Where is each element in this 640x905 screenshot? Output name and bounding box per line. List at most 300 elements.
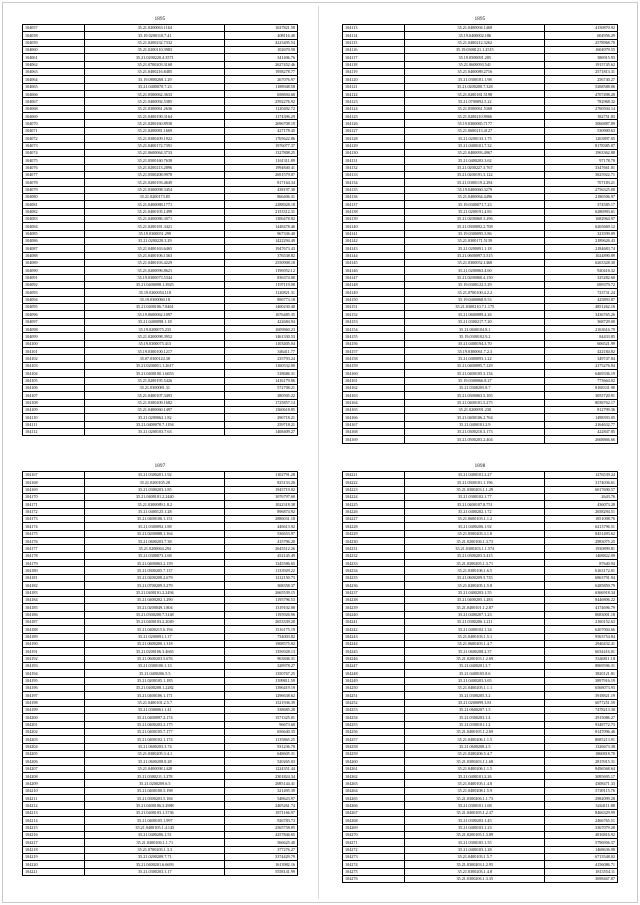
- row-id-cell: 104122: [343, 91, 405, 98]
- reference-code-cell: 35.21.0200091.230: [405, 406, 545, 413]
- ledger-panel-bottom-left: [22, 463, 298, 876]
- reference-code-cell: 35.21.0700092.5.22: [405, 98, 545, 105]
- table-row: [23, 428, 298, 435]
- row-id-cell: 104186: [23, 611, 85, 618]
- row-id-cell: 104160: [343, 370, 405, 377]
- reference-code-cell: 35.21.0300101.1.68: [405, 802, 545, 809]
- row-id-cell: 104245: [343, 648, 405, 655]
- row-id-cell: 104100: [23, 340, 85, 347]
- row-id-cell: 104092: [23, 282, 85, 289]
- table-row: [23, 208, 298, 215]
- row-id-cell: 104233: [343, 560, 405, 567]
- amount-cell: 415796.20: [225, 538, 298, 545]
- reference-code-cell: 35.21.0400202.1.290: [85, 596, 225, 603]
- reference-code-cell: 35.21.0300101.1.196: [405, 479, 545, 486]
- table-row: [343, 640, 618, 647]
- table-row: [343, 611, 618, 618]
- amount-cell: 1963362.88: [545, 149, 618, 156]
- amount-cell: 1609860.23: [225, 326, 298, 333]
- amount-cell: 4150870.92: [545, 25, 618, 32]
- reference-code-cell: 35.21.0200191.4.83: [405, 208, 545, 215]
- reference-code-cell: 35.21.0200173.85: [85, 193, 225, 200]
- table-row: [23, 289, 298, 296]
- amount-cell: 1396419.19: [225, 684, 298, 691]
- reference-code-cell: 35.21.0700203.3168: [85, 61, 225, 68]
- row-id-cell: 104167: [343, 421, 405, 428]
- row-id-cell: 104167: [23, 472, 85, 479]
- table-row: [23, 538, 298, 545]
- table-row: [23, 32, 298, 39]
- reference-code-cell: 35.21.0200206.5.4.7: [405, 751, 545, 758]
- table-row: [23, 486, 298, 493]
- row-id-cell: 104070: [23, 120, 85, 127]
- table-row: [23, 61, 298, 68]
- table-row: [23, 567, 298, 574]
- table-row: [343, 69, 618, 76]
- table-row: [23, 223, 298, 230]
- reference-code-cell: 35.21.0400205.1.1.1: [405, 684, 545, 691]
- amount-cell: 1195796.53: [225, 596, 298, 603]
- reference-code-cell: 35.19.0300100.1217: [85, 348, 225, 355]
- reference-code-cell: 35.21.0300063.5.105: [405, 392, 545, 399]
- table-row: [343, 179, 618, 186]
- amount-cell: 1350767.25: [225, 670, 298, 677]
- row-id-cell: 104107: [23, 392, 85, 399]
- row-id-cell: 104069: [23, 113, 85, 120]
- reference-code-cell: 35.21.0600104.8.1: [405, 326, 545, 333]
- amount-cell: 96673.60: [225, 721, 298, 728]
- table-row: [23, 589, 298, 596]
- amount-cell: 1521936.39: [225, 699, 298, 706]
- row-id-cell: 104187: [23, 618, 85, 625]
- row-id-cell: 104114: [343, 32, 405, 39]
- row-id-cell: 104226: [343, 508, 405, 515]
- row-id-cell: 104243: [343, 633, 405, 640]
- row-id-cell: 104228: [343, 523, 405, 530]
- reference-code-cell: 35.21.0300203.1.4.8: [405, 868, 545, 875]
- reference-code-cell: 35.21.0300092.1.88: [85, 523, 225, 530]
- row-id-cell: 104218: [23, 846, 85, 853]
- reference-code-cell: 35.21.0200191.3.122: [405, 171, 545, 178]
- row-id-cell: 104058: [23, 32, 85, 39]
- reference-code-cell: 35.19.0400068.9.53: [405, 296, 545, 303]
- row-id-cell: 104117: [343, 54, 405, 61]
- table-row: [23, 670, 298, 677]
- amount-cell: 422184.82: [545, 348, 618, 355]
- row-id-cell: 104140: [343, 223, 405, 230]
- row-id-cell: 104214: [23, 817, 85, 824]
- row-id-cell: 104255: [343, 721, 405, 728]
- reference-code-cell: 35.21.0400106.7.8461: [85, 304, 225, 311]
- amount-cell: 436073.28: [545, 501, 618, 508]
- row-id-cell: 104156: [343, 340, 405, 347]
- reference-code-cell: 35.21.0600209.5.735: [405, 574, 545, 581]
- amount-cell: 2301824.34: [225, 773, 298, 780]
- reference-code-cell: 35.21.0600208.2.37: [405, 648, 545, 655]
- amount-cell: 4308471.33: [545, 780, 618, 787]
- amount-cell: 267076.97: [225, 76, 298, 83]
- row-id-cell: 104213: [23, 809, 85, 816]
- amount-cell: 1356928.13: [225, 648, 298, 655]
- amount-cell: 9563754.84: [545, 633, 618, 640]
- amount-cell: 8869596.31: [545, 662, 618, 669]
- table-row: [23, 736, 298, 743]
- table-row: [343, 508, 618, 515]
- row-id-cell: 104272: [343, 846, 405, 853]
- table-row: [343, 545, 618, 552]
- reference-code-cell: 35.21.0200106.3.4665: [85, 648, 225, 655]
- row-id-cell: 104162: [343, 384, 405, 391]
- table-row: [23, 370, 298, 377]
- amount-cell: 3264111.88: [545, 802, 618, 809]
- reference-code-cell: 35.21.0200210.8966: [405, 113, 545, 120]
- amount-cell: 1319102.08: [225, 604, 298, 611]
- reference-code-cell: 35.21.0200103.7.63: [85, 428, 225, 435]
- row-id-cell: 104157: [343, 348, 405, 355]
- reference-code-cell: 35.21.0500160.7638: [85, 157, 225, 164]
- amount-cell: 1468822.09: [545, 552, 618, 559]
- table-row: [23, 311, 298, 318]
- row-id-cell: 104247: [343, 662, 405, 669]
- table-row: [23, 479, 298, 486]
- row-id-cell: 104151: [343, 304, 405, 311]
- row-id-cell: 104125: [343, 113, 405, 120]
- table-row: [343, 326, 618, 333]
- table-row: [343, 831, 618, 838]
- amount-cell: 707183.21: [545, 179, 618, 186]
- table-row: [343, 523, 618, 530]
- amount-cell: 782968.32: [545, 98, 618, 105]
- table-row: [23, 282, 298, 289]
- row-id-cell: 104163: [343, 392, 405, 399]
- amount-cell: 6034416.01: [545, 648, 618, 655]
- table-row: [343, 707, 618, 714]
- amount-cell: 4174696.79: [545, 604, 618, 611]
- reference-code-cell: 35.21.0200193.4649: [85, 179, 225, 186]
- amount-cell: 6207004.66: [545, 626, 618, 633]
- row-id-cell: 104264: [343, 787, 405, 794]
- row-id-cell: 104244: [343, 640, 405, 647]
- table-row: [23, 831, 298, 838]
- reference-code-cell: 35.21.0400105.1.2.69: [405, 729, 545, 736]
- amount-cell: 3820121.81: [545, 670, 618, 677]
- table-row: [343, 516, 618, 523]
- reference-code-cell: 35.21.0300209.1922: [85, 135, 225, 142]
- reference-code-cell: 35.21.0200133.1.75: [405, 135, 545, 142]
- reference-code-cell: 35.21.0300209.1682: [85, 399, 225, 406]
- amount-cell: 1765622.86: [225, 135, 298, 142]
- row-id-cell: 104144: [343, 252, 405, 259]
- reference-code-cell: 35.21.0400105.1.4.145: [85, 824, 225, 831]
- row-id-cell: 104195: [23, 677, 85, 684]
- table-row: [23, 721, 298, 728]
- amount-cell: 422684.94: [225, 318, 298, 325]
- reference-code-cell: 35.21.0400106.1.151: [85, 516, 225, 523]
- row-id-cell: 104087: [23, 245, 85, 252]
- amount-cell: 1994840.41: [225, 164, 298, 171]
- reference-code-cell: 35.21.0400106.1363: [85, 252, 225, 259]
- row-id-cell: 104237: [343, 589, 405, 596]
- panel-year-title: 1895: [474, 17, 486, 22]
- amount-cell: 1604979.55: [545, 47, 618, 54]
- reference-code-cell: 35.21.0300203.1.85: [85, 486, 225, 493]
- row-id-cell: 104211: [23, 795, 85, 802]
- reference-code-cell: 35.19.0300102.9.2: [405, 333, 545, 340]
- reference-code-cell: 35.21.0300203.3.415: [405, 552, 545, 559]
- reference-code-cell: 35.21.0400093.4967: [405, 149, 545, 156]
- amount-cell: 1306478.82: [225, 215, 298, 222]
- amount-cell: 825133.26: [225, 479, 298, 486]
- table-row: [23, 237, 298, 244]
- reference-code-cell: 35.19.0600062.1097: [85, 311, 225, 318]
- table-row: [343, 274, 618, 281]
- table-row: [23, 362, 298, 369]
- amount-cell: 3698467.87: [545, 875, 618, 882]
- table-row: [23, 91, 298, 98]
- ledger-table: [342, 24, 618, 444]
- reference-code-cell: 35.21.0400102.1.34: [405, 626, 545, 633]
- table-row: [23, 662, 298, 669]
- amount-cell: 1188948.58: [225, 83, 298, 90]
- amount-cell: 4257846.65: [225, 831, 298, 838]
- row-id-cell: 104127: [343, 127, 405, 134]
- table-row: [23, 296, 298, 303]
- table-row: [23, 318, 298, 325]
- row-id-cell: 104085: [23, 230, 85, 237]
- reference-code-cell: 35.21.0400212.3262: [405, 39, 545, 46]
- table-row: [343, 552, 618, 559]
- reference-code-cell: 35.21.0400086.3071: [85, 215, 225, 222]
- reference-code-cell: 35.21.0600203.5.676: [85, 655, 225, 662]
- amount-cell: 1196952.12: [225, 267, 298, 274]
- row-id-cell: 104103: [23, 362, 85, 369]
- amount-cell: 3825922.71: [545, 171, 618, 178]
- table-row: [23, 574, 298, 581]
- reference-code-cell: 35.21.0400216.8485: [85, 69, 225, 76]
- row-id-cell: 104168: [343, 428, 405, 435]
- reference-code-cell: 35.21.0200088.1.164: [85, 530, 225, 537]
- table-row: [343, 245, 618, 252]
- table-row: [343, 589, 618, 596]
- reference-code-cell: 35.19.0800268.1.29: [85, 76, 225, 83]
- row-id-cell: 104065: [23, 83, 85, 90]
- table-row: [23, 98, 298, 105]
- amount-cell: 699379.72: [545, 282, 618, 289]
- table-row: [343, 370, 618, 377]
- reference-code-cell: 35.21.0600103.1.1.2: [405, 516, 545, 523]
- reference-code-cell: 35.21.0400206.1.92: [405, 523, 545, 530]
- reference-code-cell: 35.21.0200227.3.767: [405, 164, 545, 171]
- table-row: [343, 436, 618, 443]
- row-id-cell: 104238: [343, 596, 405, 603]
- amount-cell: 2815915.31: [545, 758, 618, 765]
- amount-cell: 4707498.28: [545, 91, 618, 98]
- reference-code-cell: 35.21.0400105.8.6: [405, 670, 545, 677]
- row-id-cell: 104126: [343, 120, 405, 127]
- row-id-cell: 104061: [23, 54, 85, 61]
- table-row: [343, 120, 618, 127]
- amount-cell: 1468636.98: [545, 846, 618, 853]
- table-row: [343, 479, 618, 486]
- amount-cell: 2164632.77: [545, 421, 618, 428]
- table-row: [23, 868, 298, 875]
- amount-cell: 566625.40: [225, 839, 298, 846]
- table-row: [23, 714, 298, 721]
- amount-cell: 1516175.19: [225, 626, 298, 633]
- table-row: [343, 32, 618, 39]
- reference-code-cell: 35.21.0300210.3.173: [405, 428, 545, 435]
- reference-code-cell: 35.21.0600089.4.26: [405, 311, 545, 318]
- table-row: [23, 596, 298, 603]
- amount-cell: 8685213.91: [545, 736, 618, 743]
- row-id-cell: 104129: [343, 142, 405, 149]
- row-id-cell: 104173: [23, 516, 85, 523]
- reference-code-cell: 35.19.0500091.205: [405, 54, 545, 61]
- table-row: [23, 326, 298, 333]
- table-row: [23, 274, 298, 281]
- reference-code-cell: 35.21.0400105.1.997: [85, 817, 225, 824]
- table-row: [343, 596, 618, 603]
- reference-code-cell: 35.21.0300203.1.1.68: [405, 758, 545, 765]
- reference-code-cell: 35.21.0200209.6.5: [85, 780, 225, 787]
- table-row: [343, 355, 618, 362]
- amount-cell: 1400230.40: [225, 304, 298, 311]
- table-row: [23, 157, 298, 164]
- reference-code-cell: 35.19.0400060.3279: [405, 186, 545, 193]
- table-row: [343, 340, 618, 347]
- row-id-cell: 104232: [343, 552, 405, 559]
- reference-code-cell: 35.21.0200181.5198: [405, 91, 545, 98]
- table-row: [343, 765, 618, 772]
- table-row: [343, 560, 618, 567]
- amount-cell: 1958278.77: [225, 69, 298, 76]
- table-row: [23, 76, 298, 83]
- amount-cell: 963846.31: [225, 655, 298, 662]
- table-row: [23, 39, 298, 46]
- reference-code-cell: 35.21.0300206.1.3.35: [405, 875, 545, 882]
- reference-code-cell: 35.21.0300181.1.98: [405, 76, 545, 83]
- table-row: [23, 795, 298, 802]
- amount-cell: 1498393.05: [545, 414, 618, 421]
- row-id-cell: 104249: [343, 677, 405, 684]
- amount-cell: 2160152.63: [545, 618, 618, 625]
- table-row: [23, 802, 298, 809]
- table-row: [23, 83, 298, 90]
- table-row: [23, 633, 298, 640]
- reference-code-cell: 35.21.0300092.2.708: [405, 223, 545, 230]
- table-row: [343, 574, 618, 581]
- table-row: [23, 215, 298, 222]
- reference-code-cell: 35.21.0400103.1.23: [405, 824, 545, 831]
- amount-cell: 4156086.71: [545, 861, 618, 868]
- row-id-cell: 104172: [23, 508, 85, 515]
- reference-code-cell: 35.21.0200105.28: [85, 479, 225, 486]
- reference-code-cell: 35.21.0300205.3.2: [405, 692, 545, 699]
- row-id-cell: 104159: [343, 362, 405, 369]
- table-row: [23, 516, 298, 523]
- amount-cell: 604956.29: [545, 32, 618, 39]
- reference-code-cell: 35.21.0400207.1.23: [405, 611, 545, 618]
- amount-cell: 3055720.91: [545, 392, 618, 399]
- reference-code-cell: 35.19.0300121.1.2515: [405, 47, 545, 54]
- row-id-cell: 104185: [23, 604, 85, 611]
- amount-cell: 2578968.70: [545, 39, 618, 46]
- amount-cell: 8496568.64: [545, 765, 618, 772]
- amount-cell: 866406.31: [225, 193, 298, 200]
- table-row: [23, 611, 298, 618]
- table-row: [23, 655, 298, 662]
- row-id-cell: 104209: [23, 780, 85, 787]
- amount-cell: 2696708.19: [225, 120, 298, 127]
- row-id-cell: 104064: [23, 76, 85, 83]
- reference-code-cell: 35.21.0200051.1.2617: [85, 362, 225, 369]
- row-id-cell: 104170: [23, 494, 85, 501]
- reference-code-cell: 35.21.0500061.5368: [405, 105, 545, 112]
- reference-code-cell: 35.21.0300201.1.92: [85, 472, 225, 479]
- amount-cell: 2592276.92: [225, 98, 298, 105]
- table-row: [343, 648, 618, 655]
- reference-code-cell: 35.21.0300203.1.17: [85, 868, 225, 875]
- row-id-cell: 104108: [23, 399, 85, 406]
- reference-code-cell: 35.19.0300122.5.29: [405, 282, 545, 289]
- reference-code-cell: 35.21.0400093.1.22: [405, 355, 545, 362]
- table-row: [23, 648, 298, 655]
- table-row: [343, 618, 618, 625]
- reference-code-cell: 35.21.0300098.3454: [85, 186, 225, 193]
- row-id-cell: 104150: [343, 296, 405, 303]
- table-row: [23, 142, 298, 149]
- row-id-cell: 104086: [23, 237, 85, 244]
- table-row: [343, 127, 618, 134]
- row-id-cell: 104095: [23, 304, 85, 311]
- table-row: [343, 714, 618, 721]
- reference-code-cell: 35.21.0400201.3.7: [405, 662, 545, 669]
- table-row: [343, 230, 618, 237]
- row-id-cell: 104099: [23, 333, 85, 340]
- row-id-cell: 104098: [23, 326, 85, 333]
- table-row: [343, 824, 618, 831]
- reference-code-cell: 35.21.0200081.1669: [85, 127, 225, 134]
- row-id-cell: 104201: [23, 721, 85, 728]
- row-id-cell: 104135: [343, 186, 405, 193]
- row-id-cell: 104231: [343, 545, 405, 552]
- table-row: [343, 91, 618, 98]
- reference-code-cell: 35.21.0200181.3421: [85, 223, 225, 230]
- row-id-cell: 104217: [23, 839, 85, 846]
- amount-cell: 328978.27: [225, 662, 298, 669]
- amount-cell: 3367079.28: [545, 824, 618, 831]
- row-id-cell: 104260: [343, 758, 405, 765]
- reference-code-cell: 35.21.0400101.2.5.7: [85, 699, 225, 706]
- table-row: [343, 76, 618, 83]
- reference-code-cell: 35.21.0400206.5.5: [85, 670, 225, 677]
- amount-cell: 8038762.17: [545, 399, 618, 406]
- row-id-cell: 104259: [343, 751, 405, 758]
- reference-code-cell: 35.21.0200098.3952: [85, 333, 225, 340]
- row-id-cell: 104182: [23, 582, 85, 589]
- table-row: [343, 149, 618, 156]
- reference-code-cell: 35.21.0200060.3.296: [405, 215, 545, 222]
- reference-code-cell: 35.21.0400063.2.159: [85, 560, 225, 567]
- row-id-cell: 104141: [343, 230, 405, 237]
- reference-code-cell: 35.21.0400103.1.28: [405, 846, 545, 853]
- reference-code-cell: 35.21.0300203.1.2.95: [405, 861, 545, 868]
- reference-code-cell: 35.21.0400103.1.5.1: [405, 633, 545, 640]
- reference-code-cell: 35.21.0400206.1.51: [85, 831, 225, 838]
- reference-code-cell: 35.21.0400205.1.283: [405, 596, 545, 603]
- amount-cell: 1422294.49: [225, 237, 298, 244]
- table-row: [343, 743, 618, 750]
